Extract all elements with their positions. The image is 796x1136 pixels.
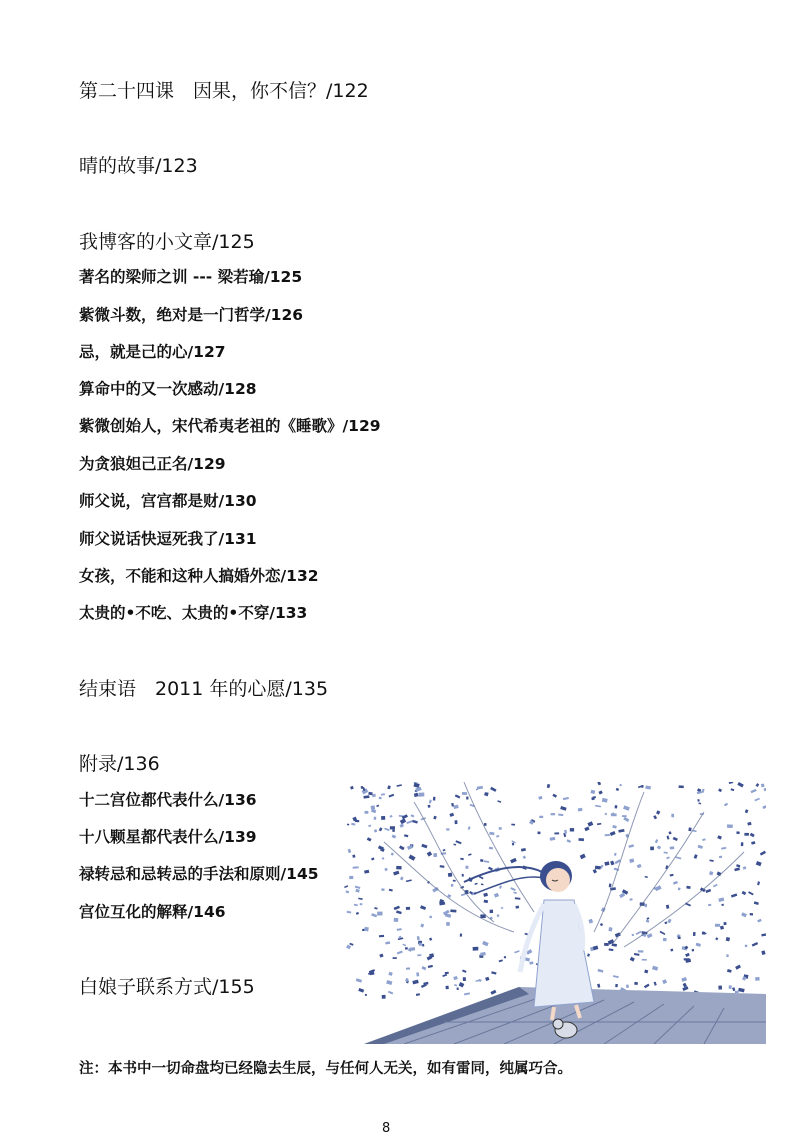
- toc-blog-item[interactable]: 为贪狼妲己正名/129: [79, 452, 226, 474]
- girl-in-wind-illustration-icon: [344, 782, 766, 1044]
- toc-appendix-item[interactable]: 宫位互化的解释/146: [79, 900, 226, 922]
- toc-lesson-24[interactable]: 第二十四课 因果，你不信？/122: [79, 76, 369, 103]
- toc-blog-item[interactable]: 太贵的•不吃、太贵的•不穿/133: [79, 601, 307, 623]
- page-number: 8: [382, 1121, 390, 1136]
- disclaimer-note: 注：本书中一切命盘均已经隐去生辰，与任何人无关，如有雷同，纯属巧合。: [79, 1057, 572, 1078]
- toc-blog-item[interactable]: 女孩，不能和这种人搞婚外恋/132: [79, 564, 319, 586]
- toc-appendix[interactable]: 附录/136: [79, 749, 160, 776]
- toc-blog-item[interactable]: 紫微创始人，宋代希夷老祖的《睡歌》/129: [79, 414, 381, 436]
- toc-blog-item[interactable]: 师父说话快逗死我了/131: [79, 527, 257, 549]
- toc-blog-item[interactable]: 紫微斗数，绝对是一门哲学/126: [79, 303, 303, 325]
- toc-appendix-item[interactable]: 十二宫位都代表什么/136: [79, 788, 257, 810]
- toc-blog-item[interactable]: 忌，就是己的心/127: [79, 340, 226, 362]
- toc-contact[interactable]: 白娘子联系方式/155: [79, 972, 255, 999]
- toc-appendix-item[interactable]: 十八颗星都代表什么/139: [79, 825, 257, 847]
- toc-sunny-story[interactable]: 晴的故事/123: [79, 151, 198, 178]
- toc-closing[interactable]: 结束语 2011 年的心愿/135: [79, 674, 328, 701]
- toc-appendix-item[interactable]: 禄转忌和忌转忌的手法和原则/145: [79, 862, 319, 884]
- toc-blog-section[interactable]: 我博客的小文章/125: [79, 227, 255, 254]
- toc-blog-item[interactable]: 算命中的又一次感动/128: [79, 377, 257, 399]
- toc-blog-item[interactable]: 师父说，宫宫都是财/130: [79, 489, 257, 511]
- toc-blog-item[interactable]: 著名的梁师之训 --- 梁若瑜/125: [79, 265, 302, 287]
